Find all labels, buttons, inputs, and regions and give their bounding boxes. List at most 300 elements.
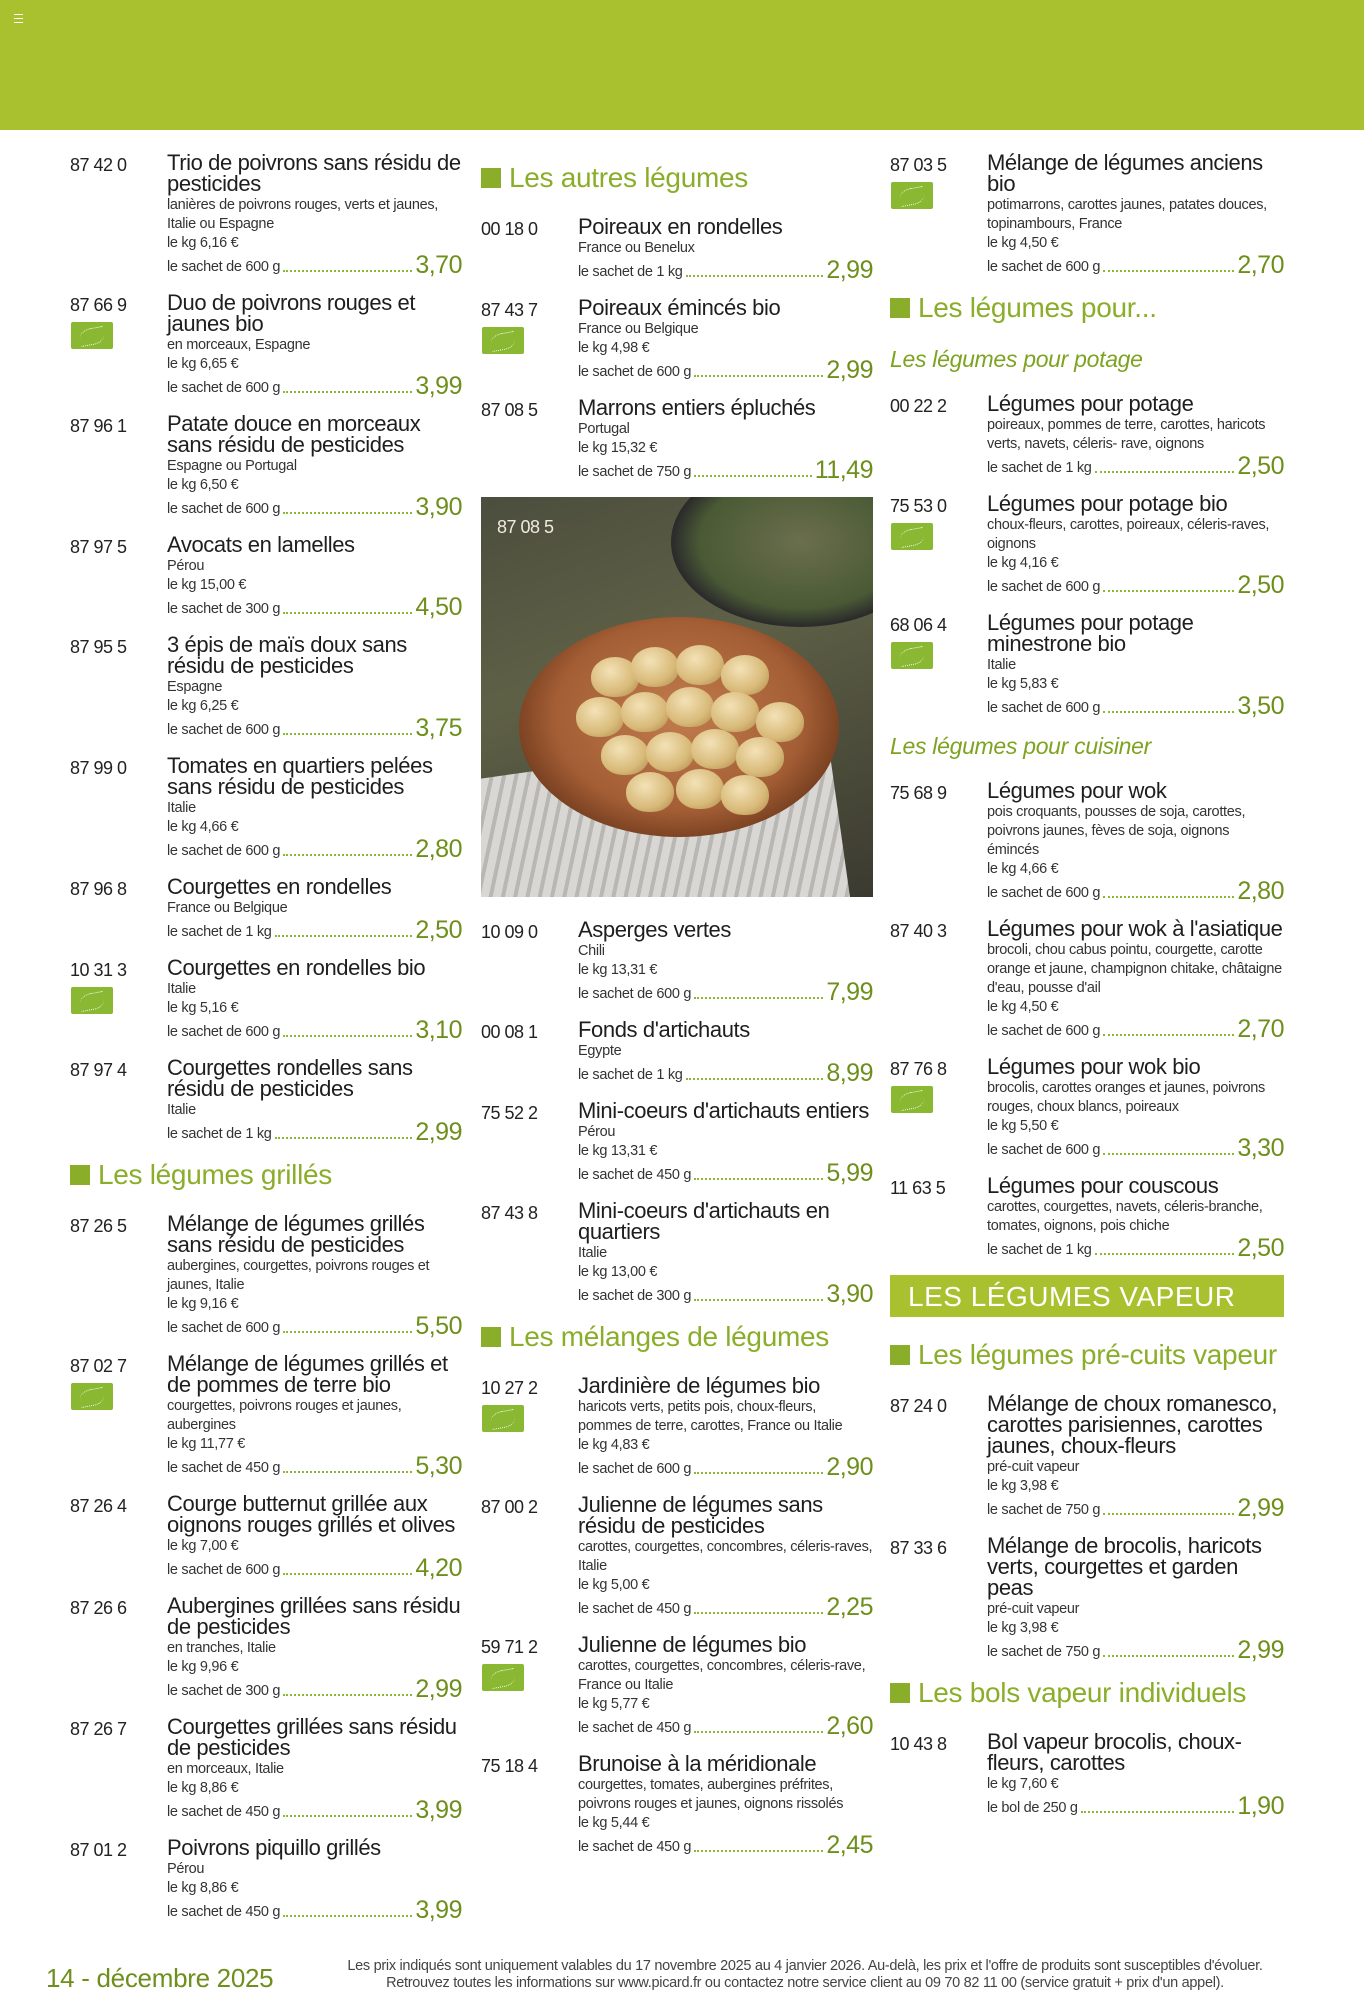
price-row (578, 980, 873, 1004)
leaf-shape (79, 991, 106, 1012)
product-code: 00 08 1 (481, 1022, 538, 1042)
product-description: Italie (167, 1102, 196, 1118)
price-row (987, 1136, 1284, 1160)
product-item (890, 612, 1284, 718)
section-square-icon (890, 1345, 910, 1365)
price-per-kg: le kg 13,31 € (578, 1143, 658, 1159)
product-item (481, 216, 873, 282)
product-code: 87 26 5 (70, 1216, 127, 1236)
product-item (70, 413, 462, 519)
price-per-kg: le kg 5,44 € (578, 1815, 650, 1831)
price-per-kg: le kg 5,77 € (578, 1696, 650, 1712)
product-code: 68 06 4 (890, 615, 947, 635)
product-code: 10 09 0 (481, 922, 538, 942)
product-item (481, 1100, 873, 1185)
product-code: 87 43 8 (481, 1203, 538, 1223)
package-size: le sachet de 600 g (167, 380, 281, 396)
product-title: Courge butternut grillée aux oignons rouges grillés et olives (167, 1491, 456, 1537)
product-description: Espagne ou Portugal (167, 458, 297, 474)
subsection-heading: Les légumes pour potage (890, 346, 1143, 372)
product-code: 87 97 4 (70, 1060, 127, 1080)
product-title: Asperges vertes (578, 917, 731, 942)
product-description: pois croquants, pousses de soja, carottes, poivrons jaunes, fèves de soja, oignons émincés (987, 804, 1246, 858)
dotted-leader (694, 1612, 823, 1614)
price-per-kg: le kg 9,96 € (167, 1659, 239, 1675)
price-row (167, 1798, 462, 1822)
dotted-leader (1103, 1034, 1234, 1036)
product-code: 87 26 7 (70, 1719, 127, 1739)
product-description: potimarrons, carottes jaunes, patates douces, topinambours, France (987, 197, 1267, 232)
product-item (481, 1200, 873, 1306)
product-code: 00 18 0 (481, 219, 538, 239)
package-size: le sachet de 450 g (578, 1601, 692, 1617)
price-row (578, 458, 873, 482)
package-size: le sachet de 600 g (167, 1562, 281, 1578)
price-per-kg: le kg 4,16 € (987, 555, 1059, 571)
product-description: carottes, courgettes, concombres, céleris-rave, France ou Italie (578, 1658, 866, 1693)
product-code: 75 18 4 (481, 1756, 538, 1776)
price-row (578, 1833, 873, 1857)
price-per-kg: le kg 9,16 € (167, 1296, 239, 1312)
section-title: Les légumes pour... (918, 292, 1157, 323)
price-row (987, 253, 1284, 277)
package-size: le sachet de 600 g (167, 1024, 281, 1040)
product-code: 87 01 2 (70, 1840, 127, 1860)
hamburger-menu-icon[interactable] (14, 14, 23, 23)
package-size: le sachet de 450 g (578, 1720, 692, 1736)
price-row (167, 837, 462, 861)
product-description: Espagne (167, 679, 223, 695)
product-code: 87 24 0 (890, 1396, 947, 1416)
product-price: 2,70 (1237, 1015, 1284, 1043)
chestnut-photo (481, 497, 873, 897)
product-price: 3,90 (415, 493, 462, 521)
section-square-icon (890, 298, 910, 318)
product-code: 10 27 2 (481, 1378, 538, 1398)
price-per-kg: le kg 6,65 € (167, 356, 239, 372)
product-price: 2,99 (1237, 1636, 1284, 1664)
product-title: Légumes pour wok à l'asiatique (987, 916, 1283, 941)
dotted-leader (283, 1331, 412, 1333)
product-price: 3,99 (415, 372, 462, 400)
package-size: le sachet de 300 g (167, 601, 281, 617)
price-per-kg: le kg 5,00 € (578, 1577, 650, 1593)
package-size: le sachet de 1 kg (987, 460, 1092, 476)
product-code: 75 52 2 (481, 1103, 538, 1123)
product-code: 87 97 5 (70, 537, 127, 557)
price-row (167, 595, 462, 619)
chestnut (736, 737, 784, 777)
section-title: Les autres légumes (509, 162, 748, 193)
section-square-icon (481, 168, 501, 188)
product-title: 3 épis de maïs doux sans résidu de pesticides (167, 632, 407, 678)
product-code: 10 43 8 (890, 1734, 947, 1754)
product-price: 2,50 (1237, 1234, 1284, 1262)
product-item (70, 534, 462, 619)
price-per-kg: le kg 4,83 € (578, 1437, 650, 1453)
product-description: courgettes, tomates, aubergines préfrites, poivrons rouges et jaunes, oignons rissolés (578, 1777, 844, 1812)
price-per-kg: le kg 11,77 € (167, 1436, 246, 1452)
product-title: Poivrons piquillo grillés (167, 1835, 381, 1860)
price-row (167, 374, 462, 398)
product-title: Trio de poivrons sans résidu de pesticides (167, 150, 461, 196)
product-title: Fonds d'artichauts (578, 1017, 750, 1042)
section-title: Les bols vapeur individuels (918, 1677, 1247, 1708)
chestnut (601, 735, 649, 775)
product-title: Aubergines grillées sans résidu de pesticides (167, 1593, 461, 1639)
dotted-leader (1103, 711, 1234, 713)
product-item (890, 1175, 1284, 1260)
product-item (70, 1057, 462, 1144)
package-size: le sachet de 450 g (578, 1839, 692, 1855)
eu-organic-leaf-icon (482, 1664, 524, 1691)
package-size: le sachet de 600 g (578, 1461, 692, 1477)
product-price: 7,99 (826, 978, 873, 1006)
product-description: brocolis, carottes oranges et jaunes, poivrons rouges, choux blancs, poireaux (987, 1080, 1265, 1115)
price-per-kg: le kg 8,86 € (167, 1880, 239, 1896)
price-per-kg: le kg 4,66 € (987, 861, 1059, 877)
product-description: carottes, courgettes, navets, céleris-branche, tomates, oignons, pois chiche (987, 1199, 1263, 1234)
dotted-leader (694, 1178, 823, 1180)
product-price: 4,20 (415, 1554, 462, 1582)
product-code: 11 63 5 (890, 1178, 946, 1198)
price-per-kg: le kg 13,31 € (578, 962, 658, 978)
product-item (481, 397, 873, 482)
dotted-leader (694, 1472, 823, 1474)
product-title: Julienne de légumes bio (578, 1632, 807, 1657)
product-title: Julienne de légumes sans résidu de pesticides (578, 1492, 823, 1538)
package-size: le sachet de 600 g (987, 1142, 1101, 1158)
product-item (70, 1213, 462, 1338)
price-row (987, 1236, 1284, 1260)
product-item (890, 780, 1284, 903)
footer-line-1: Les prix indiqués sont uniquement valables du 17 novembre 2025 au 4 janvier 2026. Au-delà, les prix et l'offre de produits sont susceptibles d'évoluer. (347, 1958, 1263, 1974)
price-row (987, 879, 1284, 903)
price-per-kg: le kg 13,00 € (578, 1264, 658, 1280)
product-item (890, 1731, 1284, 1818)
product-item (481, 1019, 873, 1085)
product-title: Légumes pour potage (987, 391, 1194, 416)
dotted-leader (275, 1137, 413, 1139)
leaf-shape (899, 527, 926, 548)
product-code: 10 31 3 (70, 960, 127, 980)
product-description: Italie (167, 981, 196, 997)
section-square-icon (890, 1683, 910, 1703)
product-description: France ou Belgique (578, 321, 699, 337)
product-price: 3,10 (415, 1016, 462, 1044)
product-price: 5,50 (415, 1312, 462, 1340)
price-per-kg: le kg 5,16 € (167, 1000, 239, 1016)
product-code: 87 40 3 (890, 921, 947, 941)
price-per-kg: le kg 15,32 € (578, 440, 658, 456)
product-code: 87 03 5 (890, 155, 947, 175)
package-size: le sachet de 1 kg (987, 1242, 1092, 1258)
product-title: Légumes pour potage bio (987, 491, 1228, 516)
product-description: haricots verts, petits pois, choux-fleurs, pommes de terre, carottes, France ou Italie (578, 1399, 843, 1434)
product-code: 87 43 7 (481, 300, 538, 320)
dotted-leader (694, 375, 823, 377)
product-price: 2,99 (1237, 1494, 1284, 1522)
product-item (481, 1753, 873, 1857)
chestnut (676, 769, 724, 809)
product-title: Légumes pour potage minestrone bio (987, 610, 1194, 656)
product-code: 75 53 0 (890, 496, 947, 516)
product-code: 87 96 8 (70, 879, 127, 899)
product-item (481, 1494, 873, 1619)
section-heading (890, 1339, 1284, 1371)
price-row (987, 1017, 1284, 1041)
product-title: Jardinière de légumes bio (578, 1373, 820, 1398)
product-item (890, 393, 1284, 478)
product-description: en morceaux, Italie (167, 1761, 284, 1777)
product-price: 2,99 (415, 1675, 462, 1703)
product-title: Avocats en lamelles (167, 532, 355, 557)
price-per-kg: le kg 3,98 € (987, 1620, 1059, 1636)
dotted-leader (1103, 1153, 1234, 1155)
product-title: Courgettes grillées sans résidu de pesticides (167, 1714, 457, 1760)
price-row (578, 1282, 873, 1306)
eu-organic-leaf-icon (891, 1086, 933, 1113)
package-size: le sachet de 600 g (987, 259, 1101, 275)
product-item (70, 1837, 462, 1922)
chestnut (711, 692, 759, 732)
product-code: 87 42 0 (70, 155, 127, 175)
dotted-leader (275, 935, 413, 937)
price-row (987, 573, 1284, 597)
chestnut (721, 655, 769, 695)
chestnut (756, 702, 804, 742)
product-item (890, 918, 1284, 1041)
product-price: 3,99 (415, 1796, 462, 1824)
product-code: 87 08 5 (481, 400, 538, 420)
product-price: 3,50 (1237, 692, 1284, 720)
section-heading (481, 162, 873, 194)
package-size: le sachet de 450 g (167, 1804, 281, 1820)
package-size: le sachet de 600 g (578, 364, 692, 380)
eu-organic-leaf-icon (891, 182, 933, 209)
green-beans-pan (671, 497, 873, 627)
product-code: 87 26 4 (70, 1496, 127, 1516)
price-per-kg: le kg 4,98 € (578, 340, 650, 356)
package-size: le sachet de 450 g (578, 1167, 692, 1183)
product-description: courgettes, poivrons rouges et jaunes, aubergines (167, 1398, 402, 1433)
chestnut (646, 732, 694, 772)
package-size: le sachet de 600 g (987, 885, 1101, 901)
price-row (578, 258, 873, 282)
product-price: 2,50 (1237, 571, 1284, 599)
price-per-kg: le kg 6,25 € (167, 698, 239, 714)
product-item (70, 634, 462, 740)
leaf-shape (490, 1668, 517, 1689)
product-price: 2,50 (1237, 452, 1284, 480)
dotted-leader (283, 1815, 412, 1817)
product-item (890, 493, 1284, 597)
product-item (890, 1056, 1284, 1160)
product-code: 87 66 9 (70, 295, 127, 315)
product-description: pré-cuit vapeur (987, 1459, 1080, 1475)
price-row (987, 454, 1284, 478)
product-code: 59 71 2 (481, 1637, 538, 1657)
price-per-kg: le kg 6,16 € (167, 235, 239, 251)
product-item (70, 152, 462, 277)
product-code: 87 00 2 (481, 1497, 538, 1517)
dotted-leader (694, 1299, 823, 1301)
product-price: 2,50 (415, 916, 462, 944)
dotted-leader (694, 475, 812, 477)
product-price: 2,99 (826, 256, 873, 284)
package-size: le sachet de 600 g (578, 986, 692, 1002)
product-item (70, 755, 462, 861)
product-item (70, 1493, 462, 1580)
product-title: Mini-coeurs d'artichauts en quartiers (578, 1198, 830, 1244)
price-per-kg: le kg 7,60 € (987, 1776, 1059, 1792)
product-price: 3,90 (826, 1280, 873, 1308)
dotted-leader (694, 1731, 823, 1733)
chestnut (626, 772, 674, 812)
product-price: 3,75 (415, 714, 462, 742)
product-price: 2,80 (1237, 877, 1284, 905)
product-item (481, 919, 873, 1004)
dotted-leader (1103, 590, 1234, 592)
chestnut (621, 692, 669, 732)
product-description: lanières de poivrons rouges, verts et jaunes, Italie ou Espagne (167, 197, 439, 232)
chestnut (631, 647, 679, 687)
package-size: le sachet de 600 g (987, 1023, 1101, 1039)
section-heading (481, 1321, 873, 1353)
product-price: 2,45 (826, 1831, 873, 1859)
section-heading (890, 1677, 1284, 1709)
product-title: Duo de poivrons rouges et jaunes bio (167, 290, 416, 336)
dotted-leader (283, 1035, 412, 1037)
product-title: Courgettes en rondelles bio (167, 955, 426, 980)
package-size: le sachet de 600 g (987, 579, 1101, 595)
price-row (167, 1556, 462, 1580)
package-size: le sachet de 1 kg (578, 264, 683, 280)
product-description: pré-cuit vapeur (987, 1601, 1080, 1617)
product-item (70, 1353, 462, 1478)
price-row (578, 1455, 873, 1479)
product-item (481, 1634, 873, 1738)
dotted-leader (283, 1694, 412, 1696)
page-number: 14 - décembre 2025 (46, 1963, 274, 1993)
price-per-kg: le kg 3,98 € (987, 1478, 1059, 1494)
product-price: 5,99 (826, 1159, 873, 1187)
product-title: Poireaux en rondelles (578, 214, 783, 239)
package-size: le sachet de 1 kg (167, 1126, 272, 1142)
product-description: en morceaux, Espagne (167, 337, 311, 353)
product-description: Italie (167, 800, 196, 816)
product-title: Légumes pour wok (987, 778, 1167, 803)
price-row (167, 1314, 462, 1338)
package-size: le sachet de 600 g (167, 1320, 281, 1336)
product-price: 8,99 (826, 1059, 873, 1087)
product-description: Pérou (578, 1124, 616, 1140)
leaf-shape (899, 646, 926, 667)
product-price: 1,90 (1237, 1792, 1284, 1820)
eu-organic-leaf-icon (891, 642, 933, 669)
section-heading (890, 292, 1284, 324)
product-description: carottes, courgettes, concombres, céleris-raves, Italie (578, 1539, 873, 1574)
product-description: Chili (578, 943, 605, 959)
price-row (167, 1454, 462, 1478)
product-code: 87 33 6 (890, 1538, 947, 1558)
leaf-shape (490, 1409, 517, 1430)
price-per-kg: le kg 4,50 € (987, 999, 1059, 1015)
product-title: Mélange de choux romanesco, carottes parisiennes, carottes jaunes, choux-fleurs (987, 1391, 1278, 1458)
dotted-leader (283, 270, 412, 272)
footer-disclaimer (270, 1958, 1340, 1992)
price-row (167, 1677, 462, 1701)
product-price: 2,99 (826, 356, 873, 384)
product-code: 87 76 8 (890, 1059, 947, 1079)
product-price: 11,49 (814, 456, 873, 484)
product-description: France ou Benelux (578, 240, 695, 256)
product-price: 3,30 (1237, 1134, 1284, 1162)
product-price: 5,30 (415, 1452, 462, 1480)
product-title: Brunoise à la méridionale (578, 1751, 817, 1776)
price-per-kg: le kg 7,00 € (167, 1538, 239, 1554)
leaf-shape (79, 1387, 106, 1408)
dotted-leader (1081, 1811, 1235, 1813)
product-price: 2,80 (415, 835, 462, 863)
product-description: brocoli, chou cabus pointu, courgette, carotte orange et jaune, champignon chitake, châtaigne d'eau, pousse d'ail (987, 942, 1282, 996)
category-banner: LES LÉGUMES VAPEUR (890, 1275, 1284, 1317)
product-description: Italie (987, 657, 1016, 673)
product-price: 3,70 (415, 251, 462, 279)
product-description: en tranches, Italie (167, 1640, 276, 1656)
dotted-leader (283, 854, 412, 856)
package-size: le sachet de 600 g (987, 700, 1101, 716)
package-size: le sachet de 1 kg (167, 924, 272, 940)
product-title: Mélange de légumes grillés et de pommes de terre bio (167, 1351, 448, 1397)
product-title: Mélange de légumes grillés sans résidu de pesticides (167, 1211, 425, 1257)
leaf-shape (899, 1090, 926, 1111)
product-title: Mélange de légumes anciens bio (987, 150, 1263, 196)
price-row (578, 358, 873, 382)
section-title: Les légumes grillés (98, 1159, 332, 1190)
product-title: Patate douce en morceaux sans résidu de pesticides (167, 411, 421, 457)
price-row (167, 253, 462, 277)
dotted-leader (686, 1078, 824, 1080)
package-size: le sachet de 600 g (167, 501, 281, 517)
price-row (167, 716, 462, 740)
dotted-leader (283, 733, 412, 735)
dotted-leader (1103, 270, 1234, 272)
dotted-leader (694, 1850, 823, 1852)
eu-organic-leaf-icon (891, 523, 933, 550)
dotted-leader (283, 1573, 412, 1575)
product-item (481, 297, 873, 382)
product-item (890, 1393, 1284, 1520)
package-size: le bol de 250 g (987, 1800, 1078, 1816)
price-row (167, 1898, 462, 1922)
price-row (167, 918, 462, 942)
product-item (70, 957, 462, 1042)
product-price: 2,99 (415, 1118, 462, 1146)
product-price: 2,60 (826, 1712, 873, 1740)
dotted-leader (1095, 471, 1235, 473)
price-row (167, 1018, 462, 1042)
chestnut (676, 645, 724, 685)
package-size: le sachet de 450 g (167, 1904, 281, 1920)
section-square-icon (481, 1327, 501, 1347)
package-size: le sachet de 750 g (987, 1644, 1101, 1660)
dotted-leader (283, 1471, 412, 1473)
product-description: aubergines, courgettes, poivrons rouges et jaunes, Italie (167, 1258, 430, 1293)
product-item (890, 1535, 1284, 1662)
chestnut (666, 687, 714, 727)
package-size: le sachet de 600 g (167, 722, 281, 738)
